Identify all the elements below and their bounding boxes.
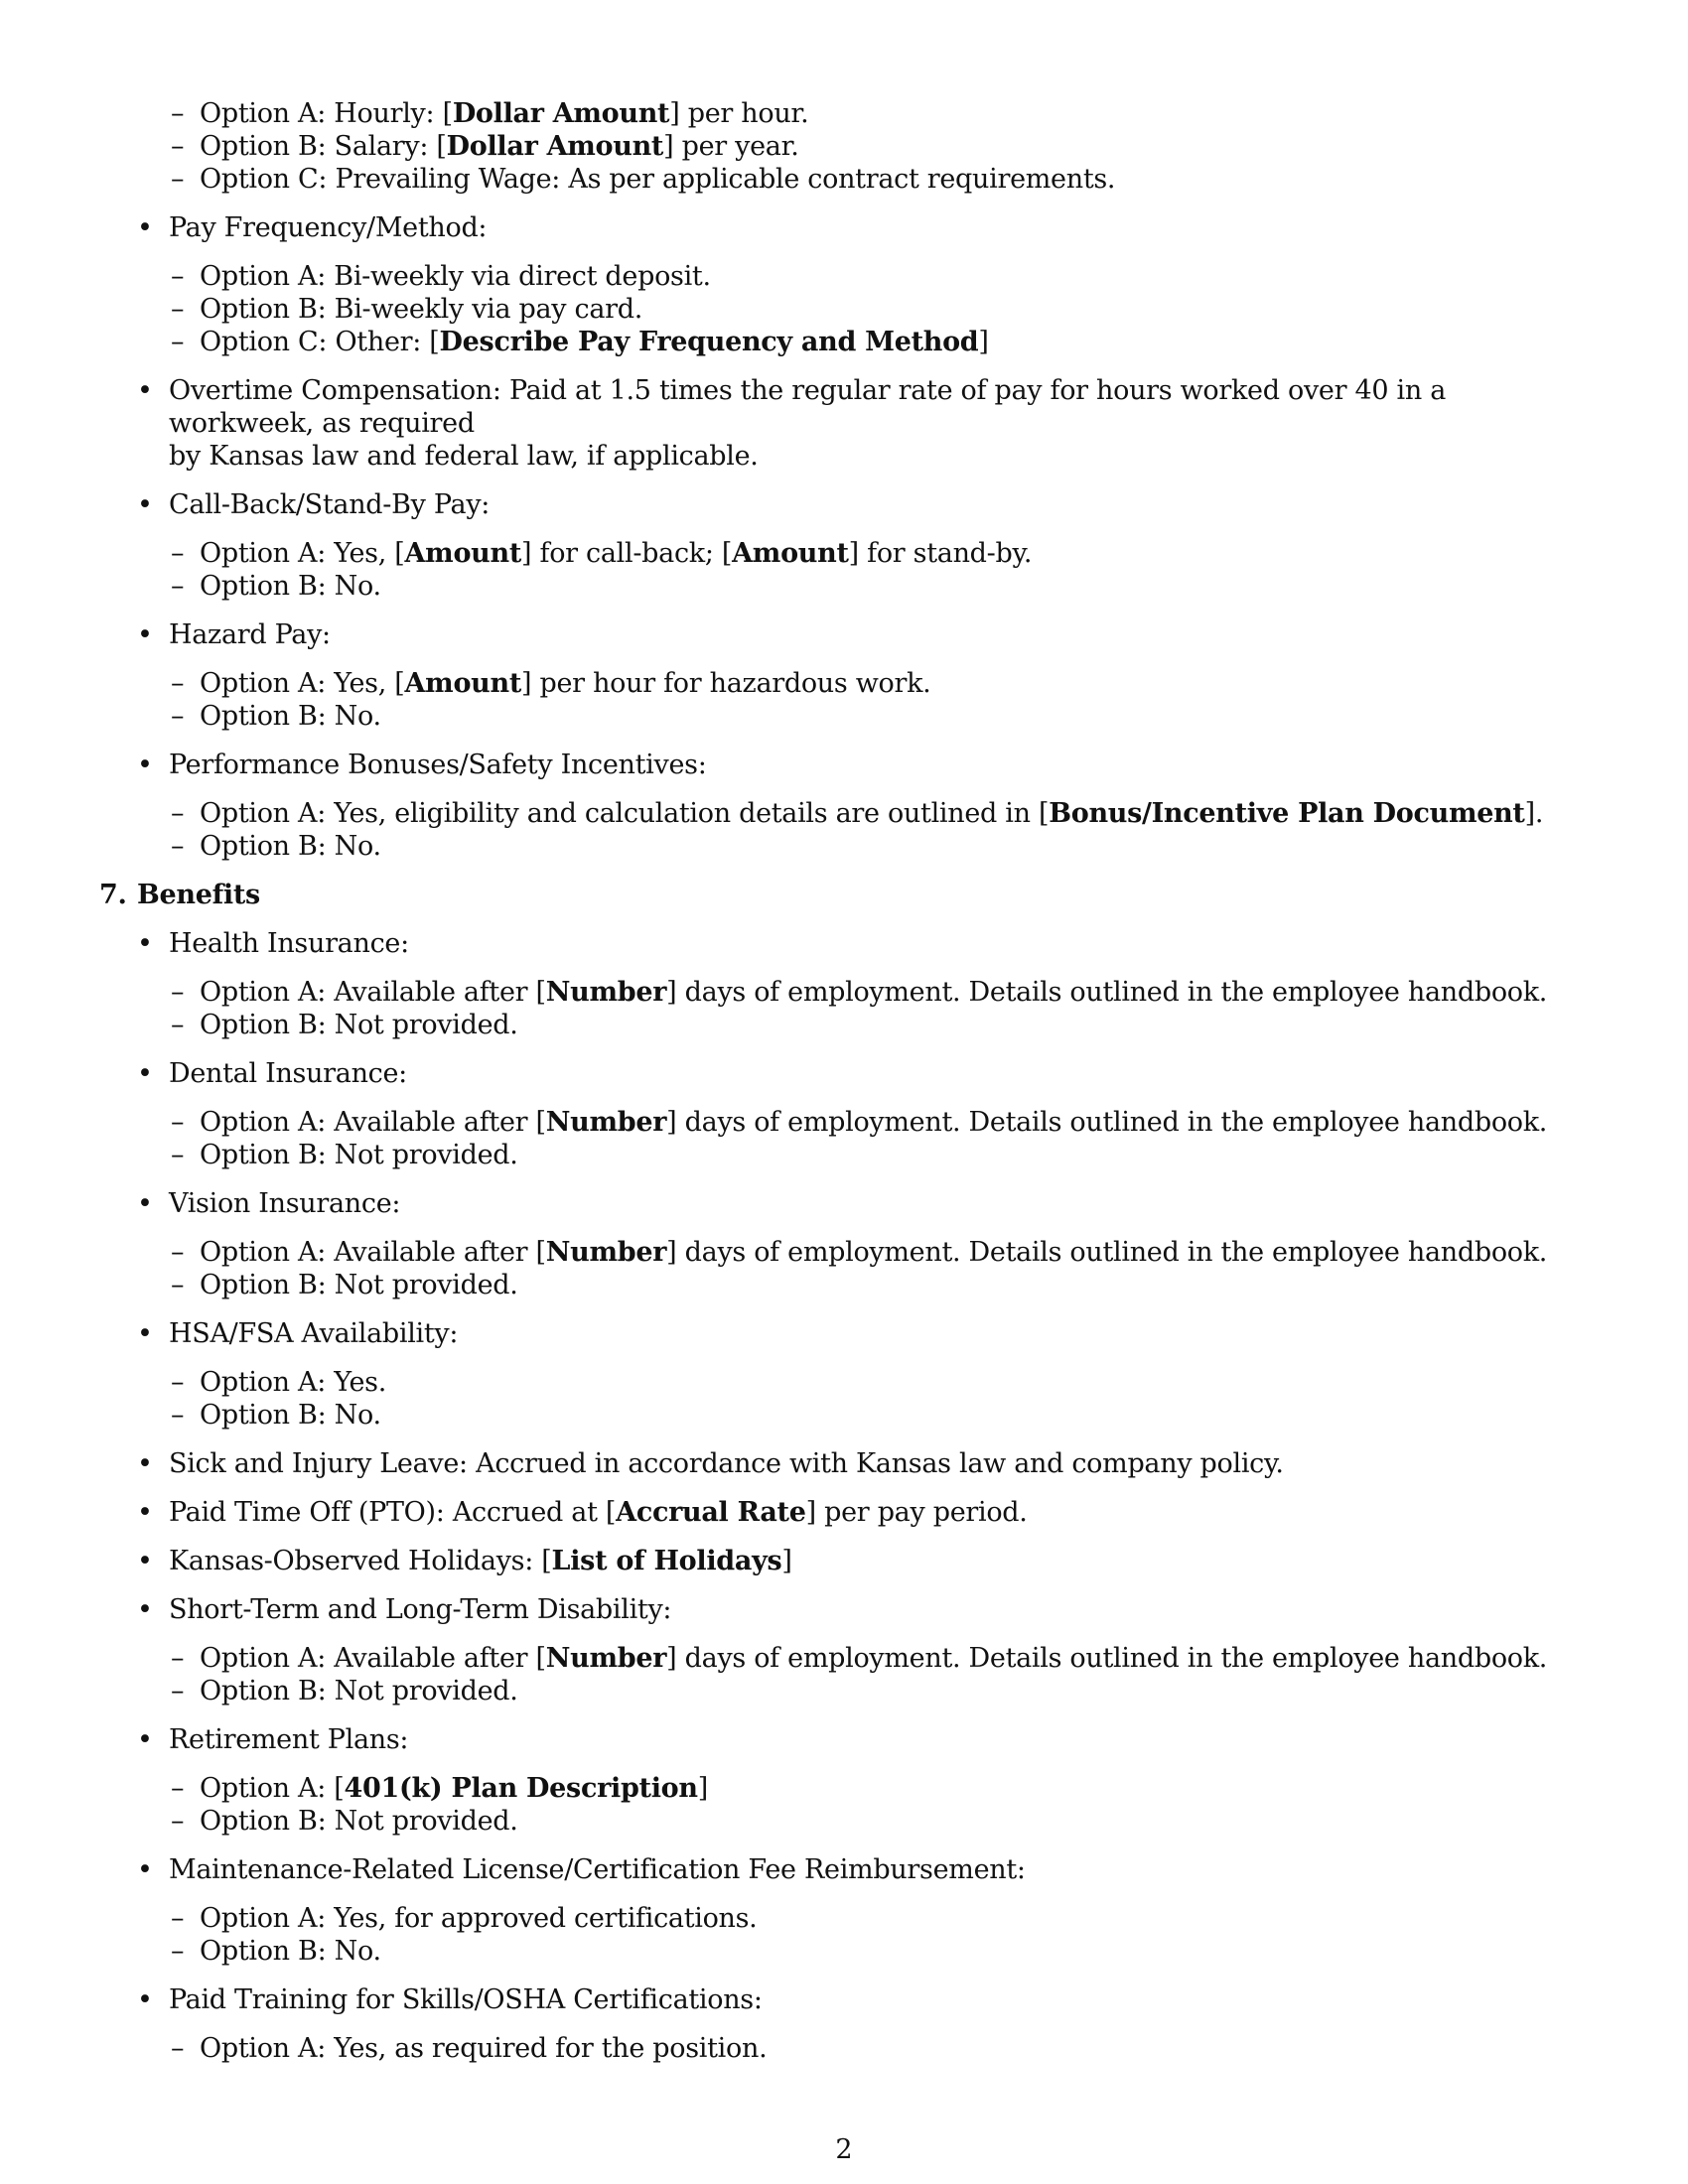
option-item: – Option B: No. [200,1399,1589,1432]
option-item: – Option A: [401(k) Plan Description] [200,1772,1589,1805]
option-item: – Option A: Yes, [Amount] for call-back; [Amount] for stand-by. [200,537,1589,570]
pay-frequency-options [99,260,1589,358]
section-title: Benefits [137,880,260,910]
option-item: – Option A: Available after [Number] days of employment. Details outlined in the employee handbook. [200,976,1589,1009]
bullet-callback: • Call-Back/Stand-By Pay: [99,488,1589,521]
bullet-overtime [99,374,1589,473]
overtime-line-2: by Kansas law and federal law, if applicable. [169,441,759,472]
option-item: – Option A: Available after [Number] days of employment. Details outlined in the employee handbook. [200,1106,1589,1139]
hsa-options [99,1366,1589,1432]
option-item: – Option B: Not provided. [200,1009,1589,1041]
option-item: – Option A: Yes, [Amount] per hour for hazardous work. [200,667,1589,700]
bullet-hazard-pay: • Hazard Pay: [99,618,1589,651]
bullet-bonus: • Performance Bonuses/Safety Incentives: [99,749,1589,781]
option-item: – Option B: Not provided. [200,1675,1589,1707]
section-number: 7. [99,880,127,910]
bonus-options [99,797,1589,863]
option-item: – Option B: Bi-weekly via pay card. [200,293,1589,326]
bullet-dental-insurance: • Dental Insurance: [99,1057,1589,1090]
option-item: – Option B: Salary: [Dollar Amount] per year. [200,130,1589,163]
callback-options [99,537,1589,603]
option-item: – Option A: Hourly: [Dollar Amount] per hour. [200,97,1589,130]
overtime-line-1: Overtime Compensation: Paid at 1.5 times the regular rate of pay for hours worked over 40 in a workweek, as required [169,375,1447,439]
option-item: – Option B: Not provided. [200,1805,1589,1838]
option-item: – Option A: Yes. [200,1366,1589,1399]
bullet-pto: • Paid Time Off (PTO): Accrued at [Accrual Rate] per pay period. [99,1496,1589,1529]
bullet-license-reimbursement: • Maintenance-Related License/Certification Fee Reimbursement: [99,1853,1589,1886]
pay-rate-options [99,97,1589,196]
disability-options [99,1642,1589,1707]
bullet-sick-leave: • Sick and Injury Leave: Accrued in accordance with Kansas law and company policy. [99,1447,1589,1480]
option-item: – Option B: Not provided. [200,1269,1589,1301]
vision-options [99,1236,1589,1301]
option-item: – Option C: Prevailing Wage: As per applicable contract requirements. [200,163,1589,196]
bullet-hsa-fsa: • HSA/FSA Availability: [99,1317,1589,1350]
section-heading-benefits [99,879,1589,911]
dental-options [99,1106,1589,1171]
option-item: – Option A: Yes, eligibility and calculation details are outlined in [Bonus/Incentive Plan Document]. [200,797,1589,830]
option-item: – Option B: No. [200,700,1589,733]
hazard-options [99,667,1589,733]
option-item: – Option B: Not provided. [200,1139,1589,1171]
bullet-paid-training: • Paid Training for Skills/OSHA Certifications: [99,1983,1589,2016]
option-item: – Option B: No. [200,1935,1589,1968]
page-number: 2 [835,2134,853,2165]
bullet-health-insurance: • Health Insurance: [99,927,1589,960]
option-item: – Option B: No. [200,830,1589,863]
option-item: – Option C: Other: [Describe Pay Frequency and Method] [200,326,1589,358]
bullet-pay-frequency: • Pay Frequency/Method: [99,211,1589,244]
option-item: – Option A: Bi-weekly via direct deposit. [200,260,1589,293]
bullet-retirement: • Retirement Plans: [99,1723,1589,1756]
retirement-options [99,1772,1589,1838]
page-content [99,97,1589,2065]
option-item: – Option A: Available after [Number] days of employment. Details outlined in the employee handbook. [200,1642,1589,1675]
license-options [99,1902,1589,1968]
option-item: – Option A: Yes, for approved certifications. [200,1902,1589,1935]
bullet-disability: • Short-Term and Long-Term Disability: [99,1593,1589,1626]
health-options [99,976,1589,1041]
bullet-holidays: • Kansas-Observed Holidays: [List of Holidays] [99,1545,1589,1577]
option-item: – Option A: Available after [Number] days of employment. Details outlined in the employee handbook. [200,1236,1589,1269]
bullet-vision-insurance: • Vision Insurance: [99,1187,1589,1220]
option-item: – Option B: No. [200,570,1589,603]
training-options [99,2032,1589,2065]
option-item: – Option A: Yes, as required for the position. [200,2032,1589,2065]
